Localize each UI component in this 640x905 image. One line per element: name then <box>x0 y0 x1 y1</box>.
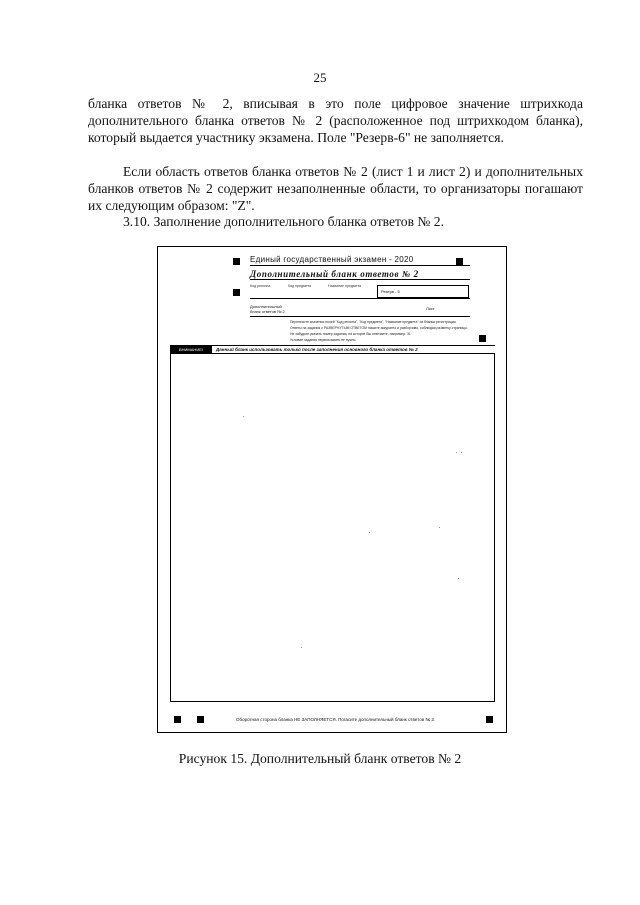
scan-speck <box>369 532 370 533</box>
attention-text: Данный бланк использовать только после заполнения основного бланка ответов № 2 <box>216 347 418 352</box>
instruction-line: Ответы на задания с РАЗВЕРНУТЫМ ОТВЕТОМ пишите аккуратно и разборчиво, соблюдая разметку страницы. <box>290 326 468 330</box>
page-number: 25 <box>313 70 327 85</box>
form-footer-text: Оборотная сторона бланка НЕ ЗАПОЛНЯЕТСЯ. Погасите дополнительный бланк ответов № 2. <box>236 717 436 722</box>
paragraph-barcode-instructions: бланка ответов № 2, вписывая в это поле цифровое значение штрихкода дополнительного бланка ответов № 2 (расположенное под штрихкодом бланка), который выдается участнику экзамена. Поле "Резерв-6" не заполняется. <box>88 96 583 145</box>
instruction-line: Перенесите значения полей "Код региона", "Код предмета", "Название предмета" из бланка регистрации. <box>290 320 457 324</box>
instruction-line: Не забудьте указать номер задания, на которое Вы отвечаете, например: 31 <box>290 332 411 336</box>
alignment-marker-mid-left <box>233 289 240 296</box>
figure-caption: Рисунок 15. Дополнительный бланк ответов № 2 <box>178 751 462 766</box>
scan-speck <box>439 527 440 528</box>
attention-bar <box>170 345 495 353</box>
sheet-number-label: Лист <box>426 306 435 311</box>
reserve-field: Резерв - 5 <box>377 285 469 298</box>
scan-speck <box>458 578 459 579</box>
scan-speck <box>461 452 462 453</box>
scan-speck <box>301 647 302 648</box>
answer-area <box>170 353 495 702</box>
field-label-subject-code: Код предмета <box>288 284 312 288</box>
alignment-marker-bottom-right <box>486 716 493 723</box>
additional-answer-form-image <box>157 246 507 733</box>
attention-label: ВНИМАНИЕ! <box>170 346 212 353</box>
alignment-marker-bottom-left-2 <box>197 716 204 723</box>
alignment-marker-mid-right <box>479 335 486 342</box>
paragraph-empty-areas: Если область ответов бланка ответов № 2 (лист 1 и лист 2) и дополнительных бланков ответов № 2 содержит незаполненные области, то организаторы погашают их следующим образом: "Z". <box>88 164 583 213</box>
instruction-line: Условие задания переписывать не нужно. <box>290 338 357 342</box>
sheet-label: Дополнительный бланк ответов № 2 <box>250 304 285 314</box>
form-subtitle: Дополнительный бланк ответов № 2 <box>250 269 470 280</box>
alignment-marker-top-left <box>233 258 240 265</box>
scan-speck <box>243 416 244 417</box>
field-label-subject-name: Название предмета <box>328 284 361 288</box>
section-heading-3-10: 3.10. Заполнение дополнительного бланка ответов № 2. <box>123 214 444 229</box>
field-label-region: Код региона <box>250 284 271 288</box>
alignment-marker-bottom-left-1 <box>174 716 181 723</box>
scan-speck <box>456 452 457 453</box>
form-instructions <box>290 319 470 343</box>
sheet-divider <box>250 316 470 317</box>
form-title: Единый государственный экзамен - 2020 <box>250 255 470 266</box>
